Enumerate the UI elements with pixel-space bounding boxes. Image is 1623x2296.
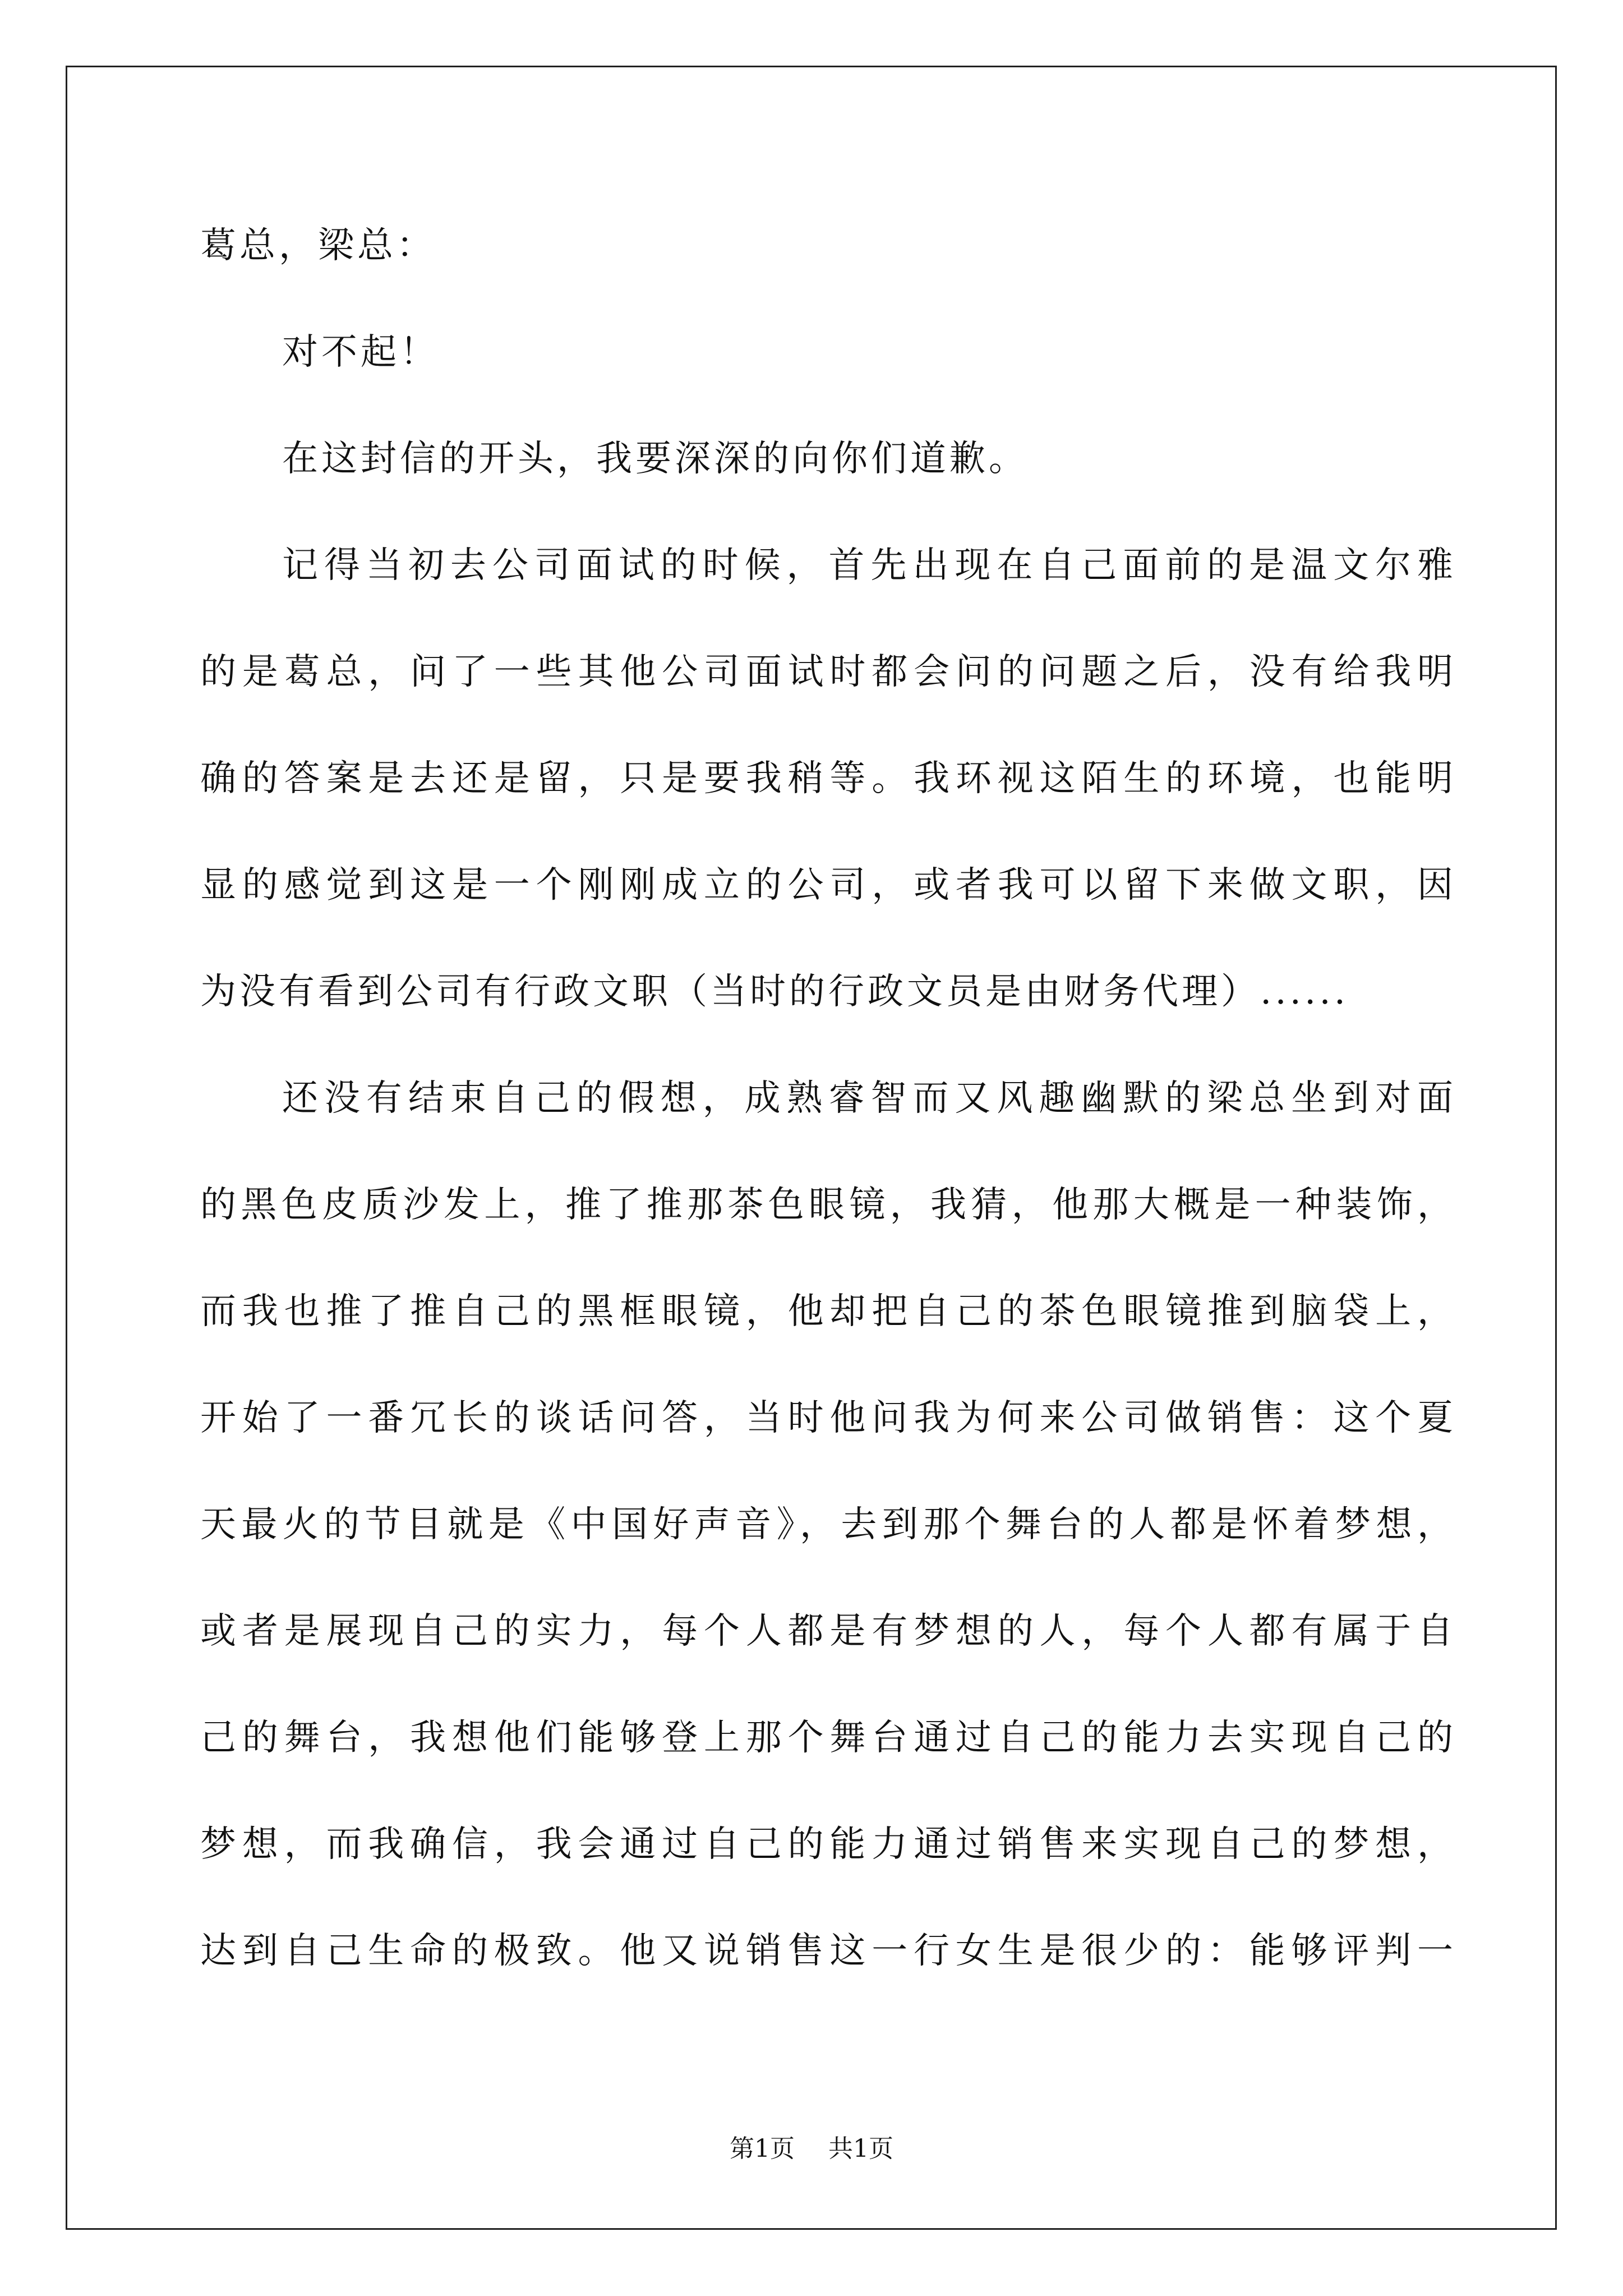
text-line: 天最火的节目就是《中国好声音》，去到那个舞台的人都是怀着梦想，: [200, 1504, 1456, 1545]
text-line: 的是葛总，问了一些其他公司面试时都会问的问题之后，没有给我明: [200, 651, 1456, 693]
apology-line: 对不起！: [282, 332, 439, 373]
letter-body: [200, 213, 1456, 2025]
text-line: 在这封信的开头，我要深深的向你们道歉。: [282, 438, 1028, 480]
text-line: 达到自己生命的极致。他又说销售这一行女生是很少的：能够评判一: [200, 1930, 1456, 1972]
text-line: 而我也推了推自己的黑框眼镜，他却把自己的茶色眼镜推到脑袋上，: [200, 1291, 1456, 1332]
text-line: 的黑色皮质沙发上，推了推那茶色眼镜，我猜，他那大概是一种装饰，: [200, 1184, 1456, 1226]
text-line: 记得当初去公司面试的时候，首先出现在自己面前的是温文尔雅: [282, 545, 1456, 586]
text-line: 确的答案是去还是留，只是要我稍等。我环视这陌生的环境，也能明: [200, 758, 1456, 799]
page-number: 第1页: [730, 2134, 795, 2163]
text-line: 开始了一番冗长的谈话问答，当时他问我为何来公司做销售：这个夏: [200, 1397, 1456, 1439]
text-line: 显的感觉到这是一个刚刚成立的公司，或者我可以留下来做文职，因: [200, 864, 1456, 906]
page-footer: [0, 2133, 1623, 2165]
text-line: 梦想，而我确信，我会通过自己的能力通过销售来实现自己的梦想，: [200, 1824, 1456, 1865]
text-line: 或者是展现自己的实力，每个人都是有梦想的人，每个人都有属于自: [200, 1611, 1456, 1652]
page-total: 共1页: [828, 2134, 893, 2163]
text-line: 还没有结束自己的假想，成熟睿智而又风趣幽默的梁总坐到对面: [282, 1078, 1456, 1119]
text-line: 为没有看到公司有行政文职（当时的行政文员是由财务代理）......: [200, 971, 1349, 1013]
text-line: 己的舞台，我想他们能够登上那个舞台通过自己的能力去实现自己的: [200, 1717, 1456, 1759]
salutation-line: 葛总，梁总：: [200, 225, 436, 266]
